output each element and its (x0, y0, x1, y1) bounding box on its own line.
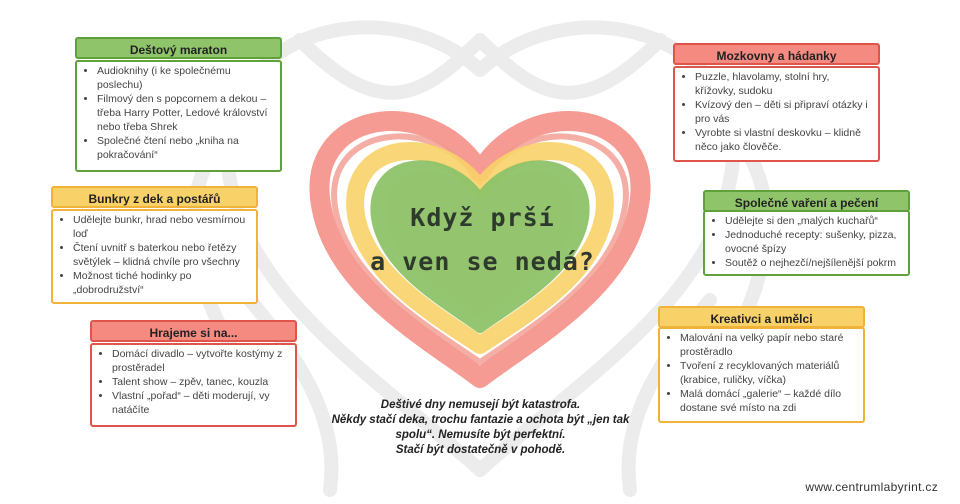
list-item: • Audioknihy (i ke společnému poslechu) (97, 64, 274, 92)
card-title-hrajeme: Hrajeme si na... (90, 320, 297, 342)
card-title-vareni: Společné vaření a pečení (703, 190, 910, 212)
list-item: • Možnost tiché hodinky po „dobrodružství“ (73, 269, 250, 297)
list-item: • Soutěž o nejhezčí/nejšílenější pokrm (725, 256, 902, 270)
list-item: • Vlastní „pořad“ – děti moderují, vy natáčíte (112, 389, 289, 417)
card-hrajeme (90, 343, 297, 427)
title-line-2: a ven se nedá? (370, 247, 595, 276)
list-item: • Vyrobte si vlastní deskovku – klidně něco jako člověče. (695, 126, 872, 154)
card-bunkry (51, 209, 258, 304)
bottom-line-3: spolu“. Nemusíte být perfektní. (395, 429, 566, 441)
website-url: www.centrumlabyrint.cz (805, 480, 938, 494)
card-title-destovy: Deštový maraton (75, 37, 282, 59)
list-item: • Malování na velký papír nebo staré prostěradlo (680, 331, 857, 359)
card-title-mozkovny: Mozkovny a hádanky (673, 43, 880, 65)
card-kreativci (658, 327, 865, 423)
list-item: • Puzzle, hlavolamy, stolní hry, křížovky, sudoku (695, 70, 872, 98)
bottom-message (318, 398, 643, 458)
list-item: • Společné čtení nebo „kniha na pokračování“ (97, 134, 274, 162)
list-item: • Udělejte si den „malých kuchařů“ (725, 214, 902, 228)
list-item: • Filmový den s popcornem a dekou – třeba Harry Potter, Ledové království nebo třeba Shrek (97, 92, 274, 134)
title-line-1: Když prší (410, 203, 555, 232)
bottom-line-1: Deštivé dny nemusejí být katastrofa. (380, 399, 581, 411)
card-title-kreativci: Kreativci a umělci (658, 306, 865, 328)
list-item: • Talent show – zpěv, tanec, kouzla (112, 375, 289, 389)
list-item: • Malá domácí „galerie“ – každé dílo dostane své místo na zdi (680, 387, 857, 415)
main-title (360, 196, 605, 284)
list-item: • Udělejte bunkr, hrad nebo vesmírnou loď (73, 213, 250, 241)
list-item: • Čtení uvnitř s baterkou nebo řetězy světýlek – klidná chvíle pro všechny (73, 241, 250, 269)
list-item: • Kvízový den – děti si připraví otázky i pro vás (695, 98, 872, 126)
list-item: • Tvoření z recyklovaných materiálů (krabice, ruličky, víčka) (680, 359, 857, 387)
card-mozkovny (673, 66, 880, 162)
card-destovy (75, 60, 282, 172)
bottom-line-2: Někdy stačí deka, trochu fantazie a ochota být „jen tak (331, 414, 630, 426)
list-item: • Jednoduché recepty: sušenky, pizza, ovocné špízy (725, 228, 902, 256)
card-vareni (703, 210, 910, 276)
card-title-bunkry: Bunkry z dek a postářů (51, 186, 258, 208)
list-item: • Domácí divadlo – vytvořte kostýmy z prostěradel (112, 347, 289, 375)
bottom-line-4: Stačí být dostatečně v pohodě. (395, 444, 566, 456)
